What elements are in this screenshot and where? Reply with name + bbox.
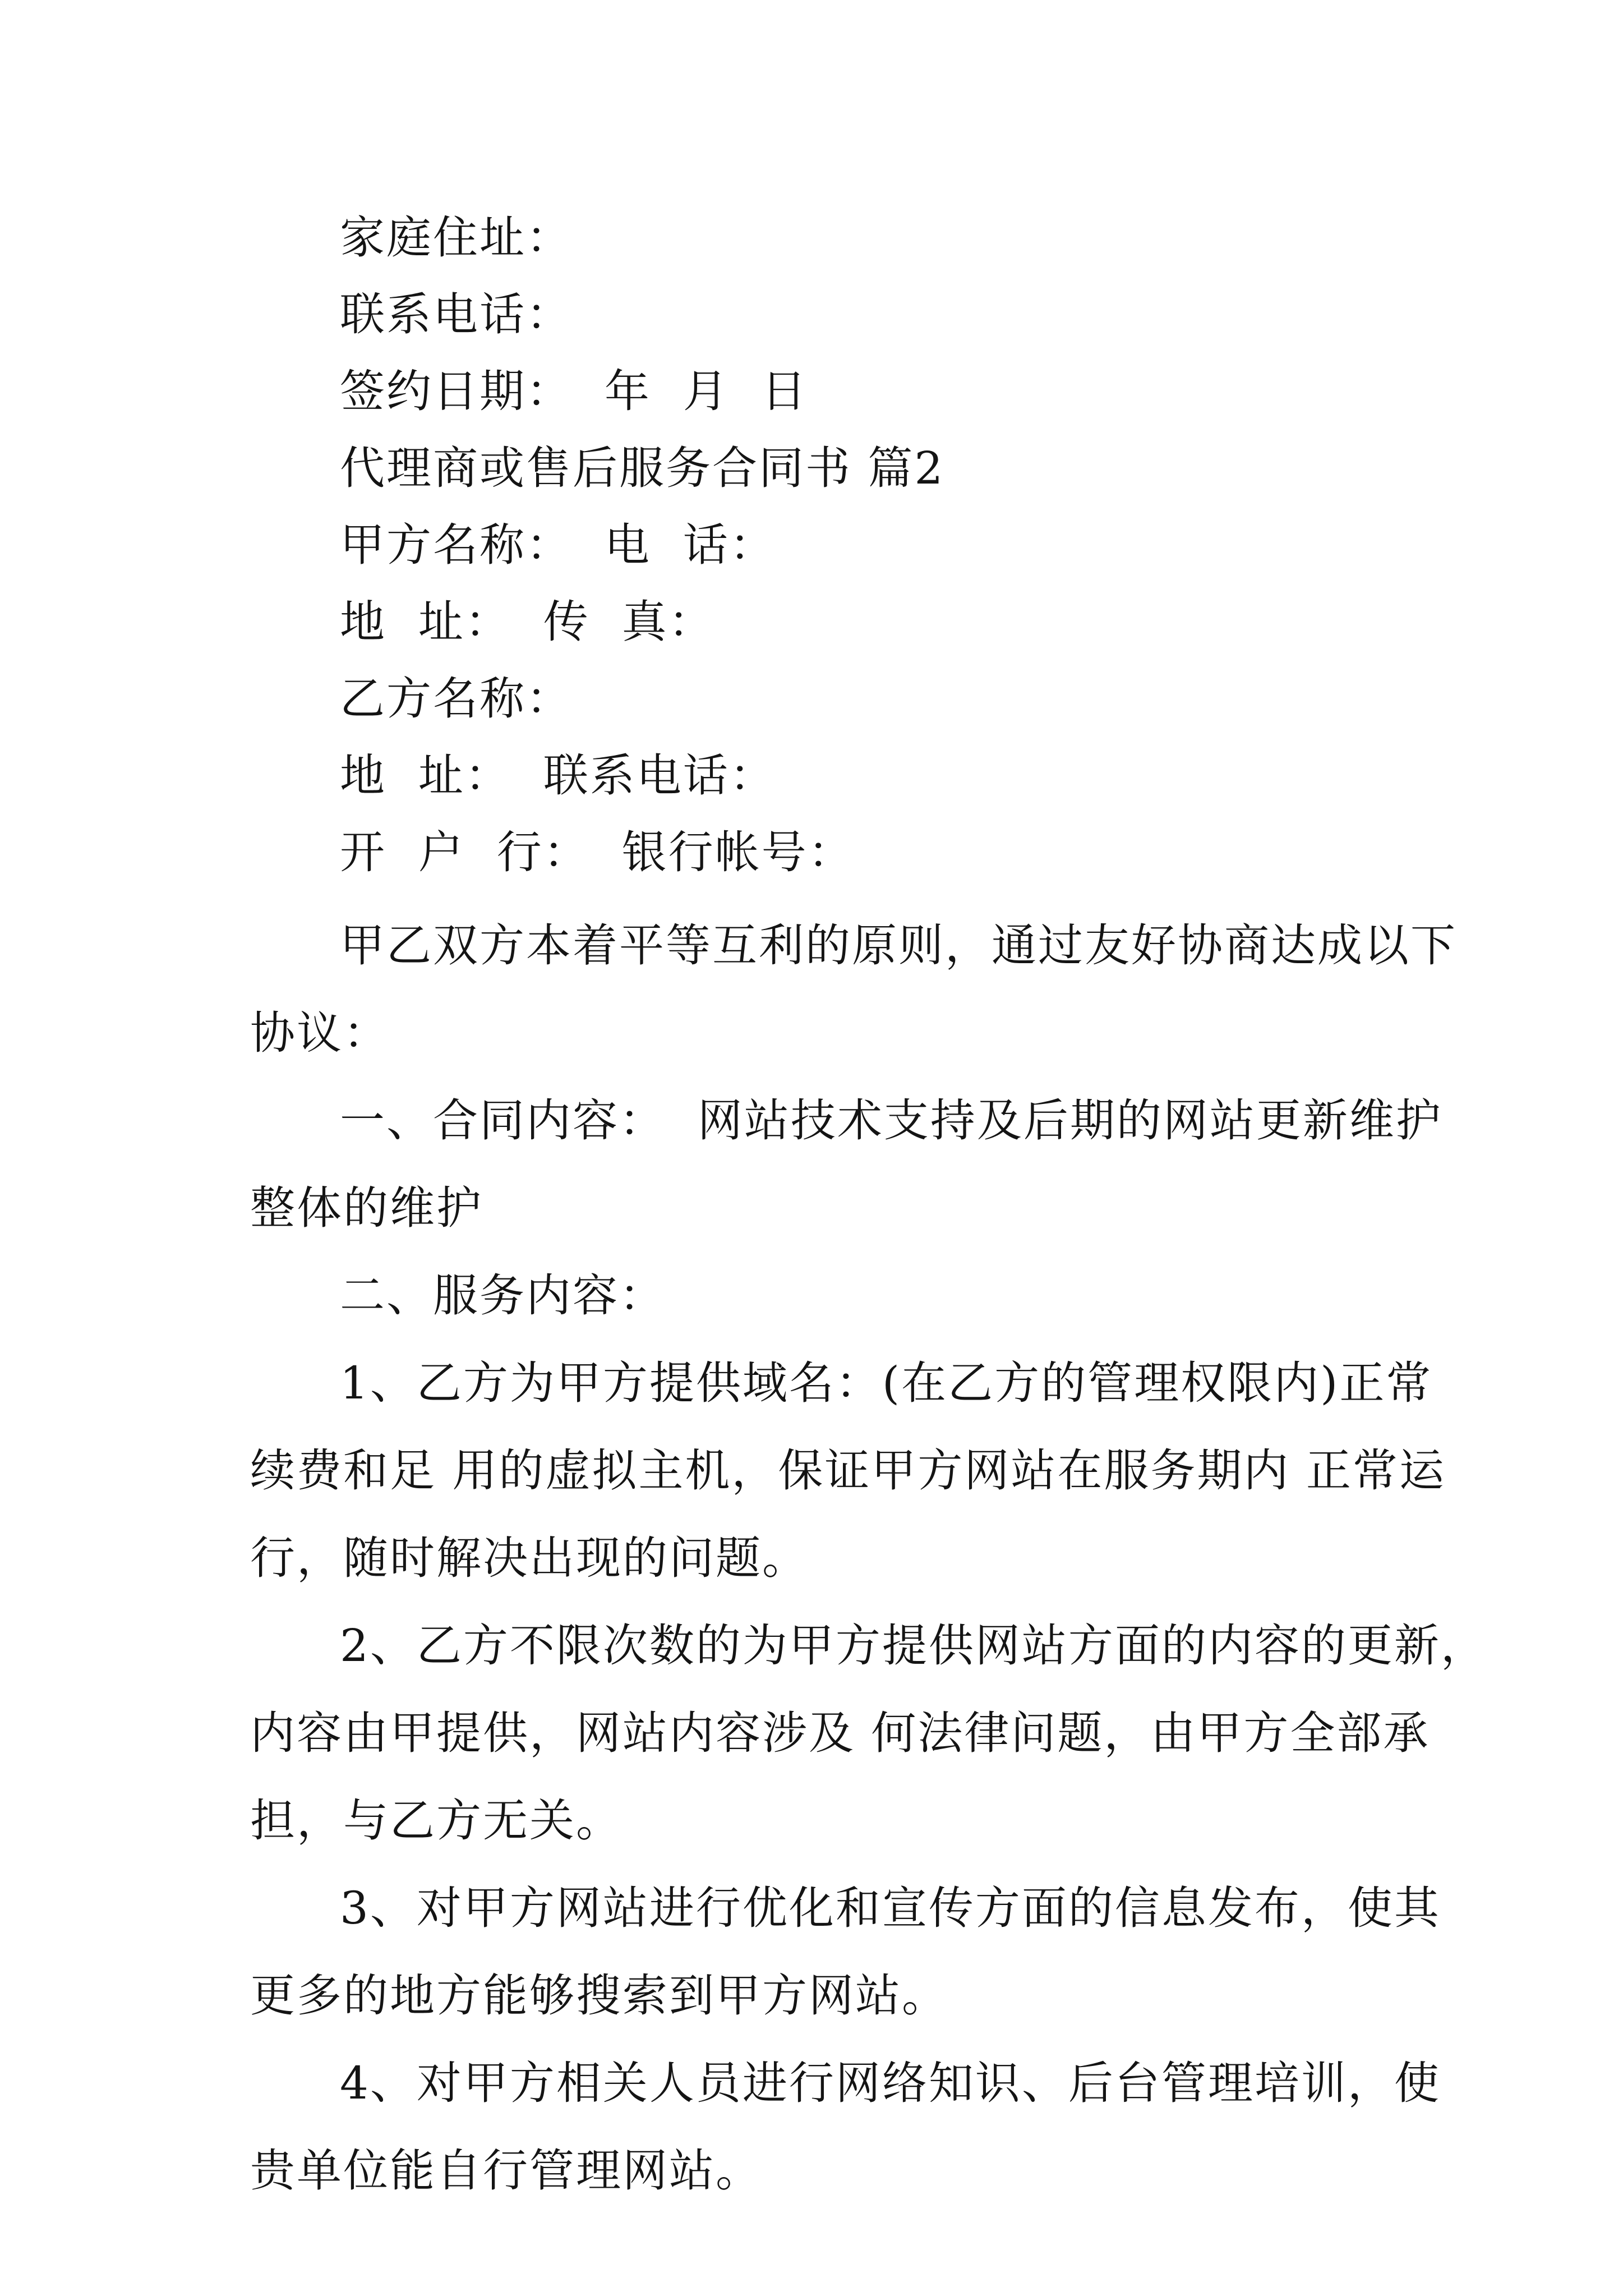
paragraph-line: 2、乙方不限次数的为甲方提供网站方面的内容的更新， bbox=[340, 1619, 1487, 1672]
paragraph-item-1 bbox=[250, 1340, 1446, 1602]
paragraph-line: 整体的维护 bbox=[250, 1182, 483, 1234]
paragraph-line: 更多的地方能够搜索到甲方网站。 bbox=[250, 1970, 948, 2022]
field-party-a-address-fax: 地 址： 传 真： bbox=[340, 596, 715, 648]
field-contact-phone: 联系电话： bbox=[340, 288, 573, 341]
paragraph-service-heading bbox=[250, 1252, 1394, 1340]
paragraph-line: 甲乙双方本着平等互利的原则，通过友好协商达成以下 bbox=[340, 919, 1457, 972]
paragraph-item-3 bbox=[250, 1865, 1441, 2040]
paragraph-line: 4、对甲方相关人员进行网络知识、后台管理培训，使 bbox=[340, 2057, 1441, 2109]
paragraph-line: 一、合同内容： 网站技术支持及后期的网站更新维护 bbox=[340, 1094, 1442, 1147]
paragraph-line: 行，随时解决出现的问题。 bbox=[250, 1532, 809, 1584]
paragraph-contract-content bbox=[250, 1077, 1442, 1252]
paragraph-line: 协议： bbox=[250, 1007, 390, 1059]
field-bank-account: 开 户 行： 银行帐号： bbox=[340, 826, 855, 878]
paragraph-item-2 bbox=[250, 1602, 1487, 1865]
paragraph-line: 担，与乙方无关。 bbox=[250, 1795, 623, 1847]
paragraph-line: 1、乙方为甲方提供域名：(在乙方的管理权限内)正常 bbox=[340, 1357, 1433, 1409]
field-party-b-name: 乙方名称： bbox=[340, 673, 573, 725]
paragraph-line: 续费和足 用的虚拟主机，保证甲方网站在服务期内 正常运 bbox=[250, 1444, 1446, 1497]
section-title: 代理商或售后服务合同书 篇2 bbox=[340, 442, 945, 494]
document-body bbox=[250, 199, 1487, 2215]
paragraph-preamble bbox=[250, 902, 1457, 1077]
paragraph-line: 3、对甲方网站进行优化和宣传方面的信息发布，使其 bbox=[340, 1882, 1441, 1934]
field-party-a-name-phone: 甲方名称： 电 话： bbox=[340, 519, 776, 571]
paragraph-line: 二、服务内容： bbox=[340, 1269, 666, 1322]
field-sign-date: 签约日期： 年 月 日 bbox=[340, 365, 808, 417]
paragraph-line: 贵单位能自行管理网站。 bbox=[250, 2145, 762, 2197]
paragraph-line: 内容由甲提供，网站内容涉及 何法律问题，由甲方全部承 bbox=[250, 1707, 1430, 1759]
paragraph-item-4 bbox=[250, 2040, 1441, 2215]
field-home-address: 家庭住址： bbox=[340, 211, 573, 264]
field-party-b-address-phone: 地 址： 联系电话： bbox=[340, 749, 776, 802]
